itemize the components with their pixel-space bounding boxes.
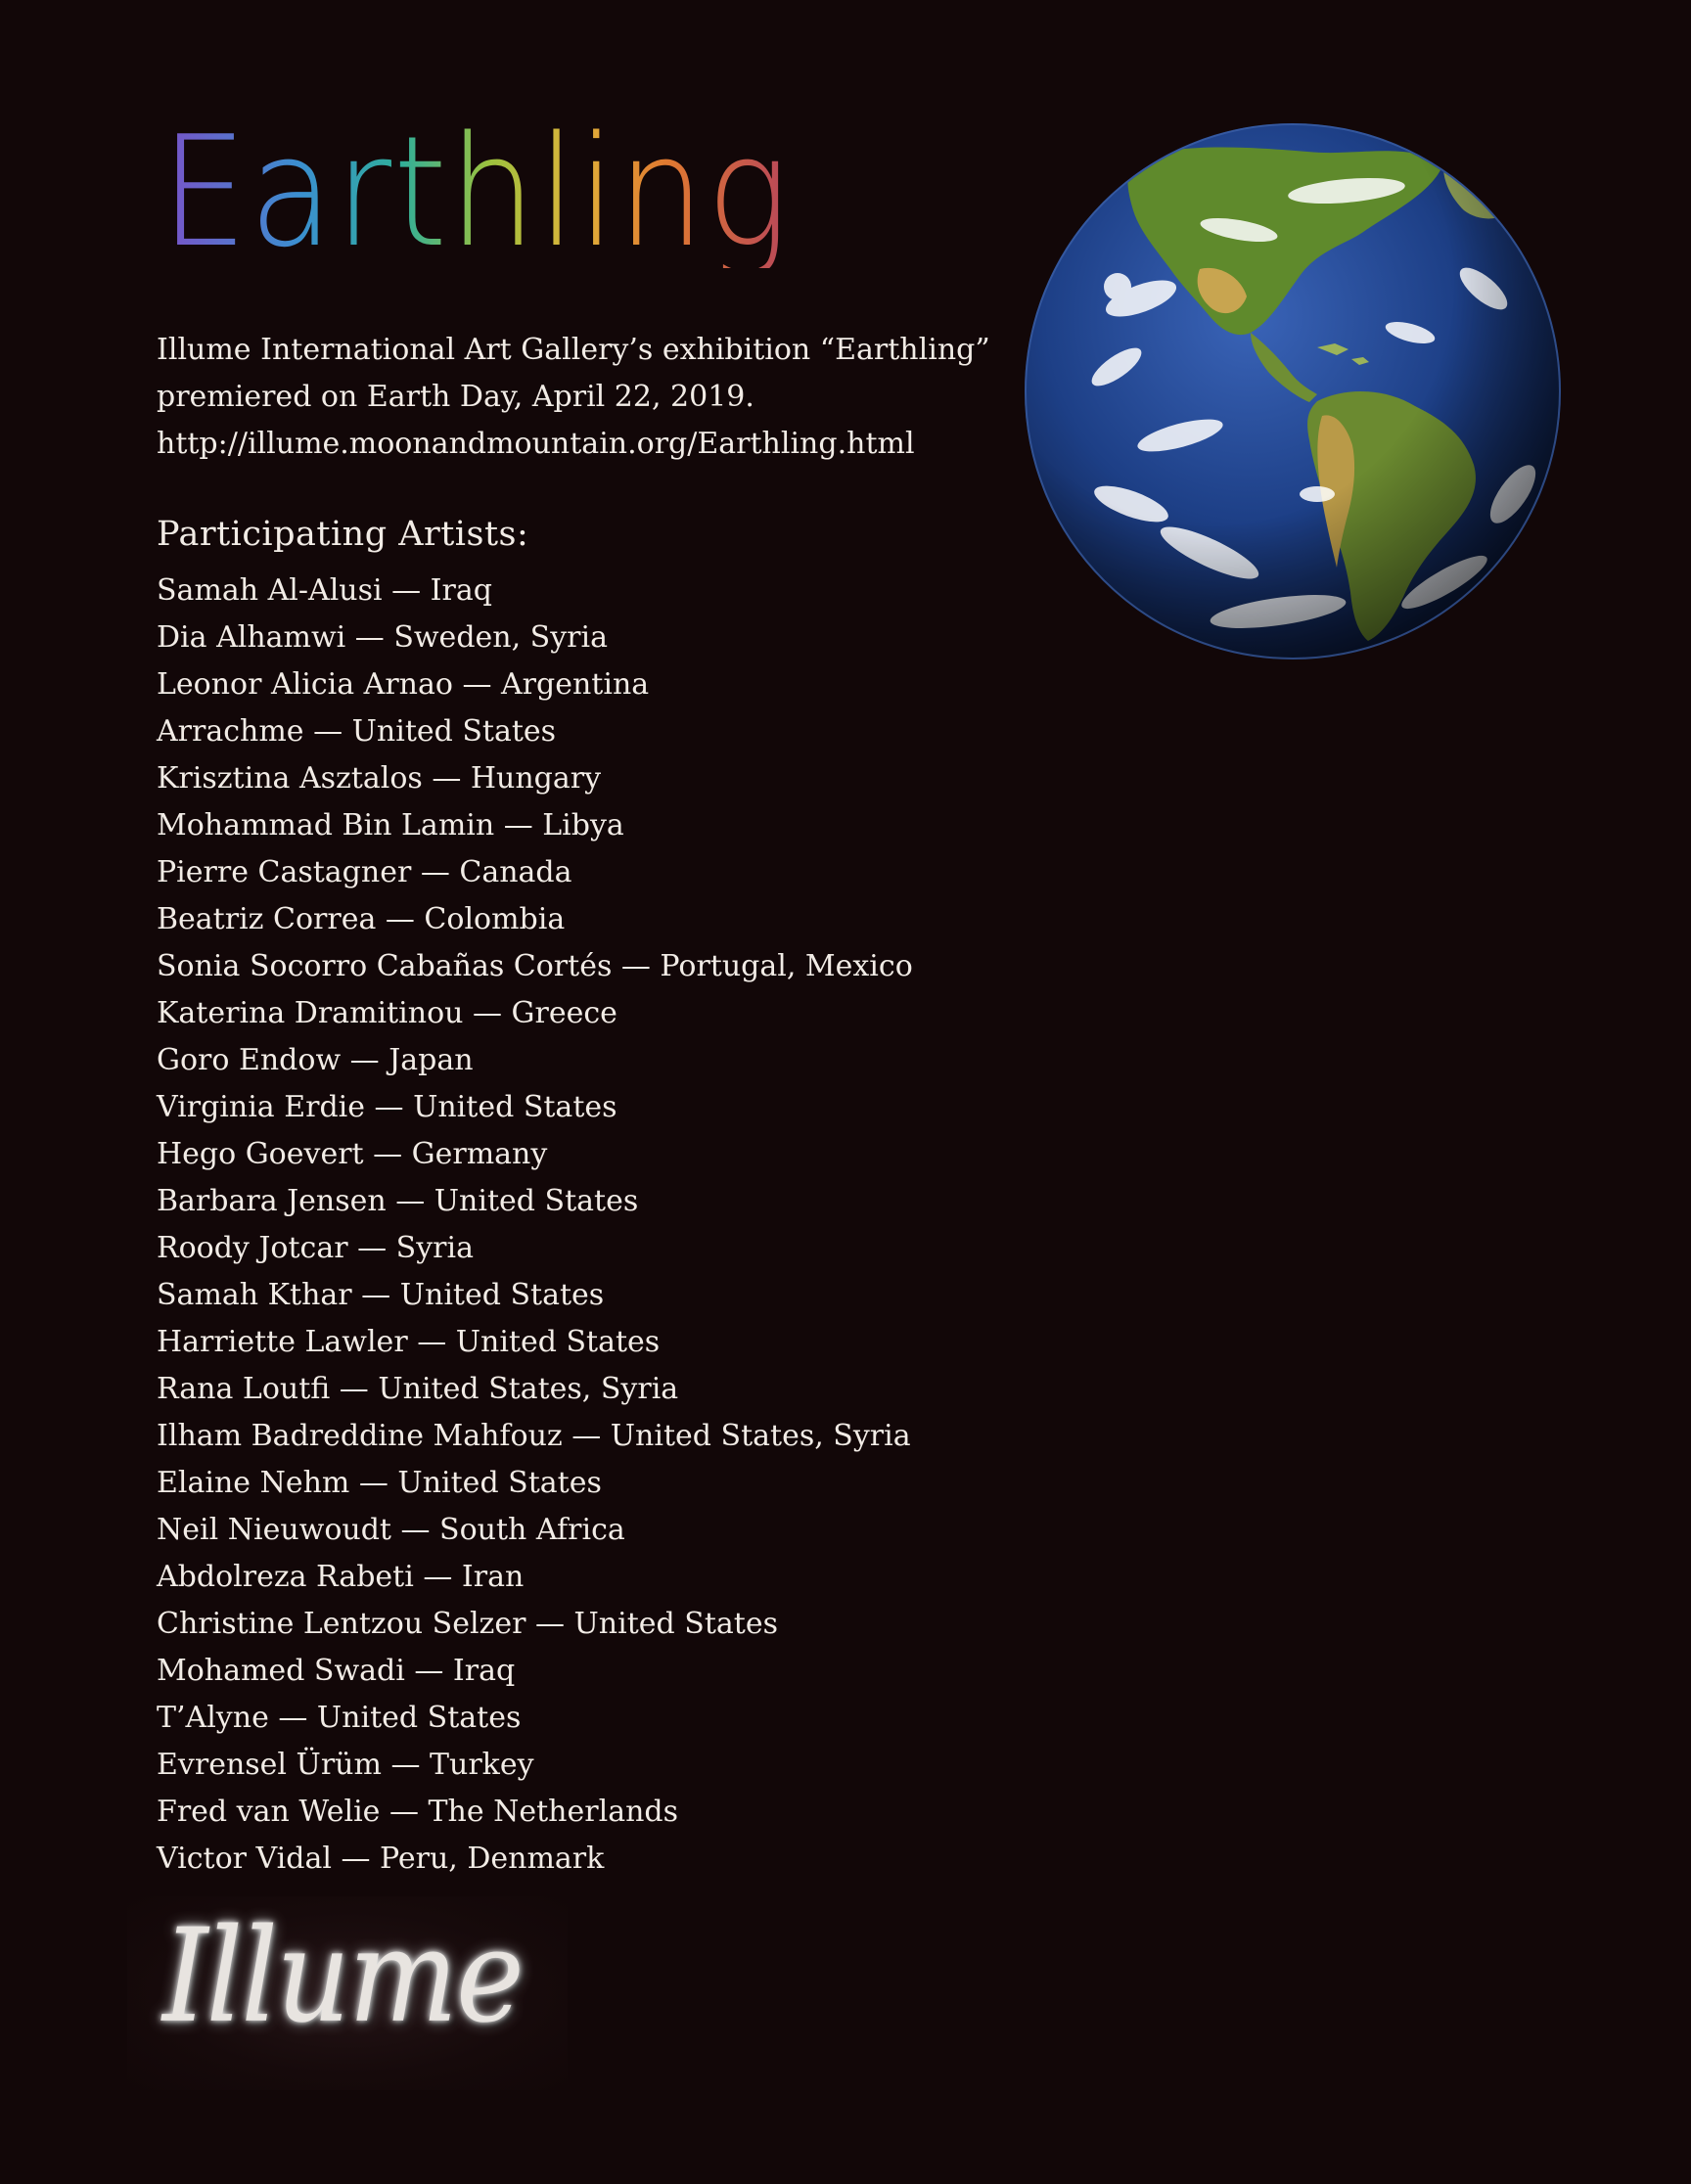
artist-list-item: Mohamed Swadi — Iraq (157, 1654, 516, 1688)
artist-list-item: Neil Nieuwoudt — South Africa (157, 1513, 625, 1547)
artist-list-item: Elaine Nehm — United States (157, 1466, 602, 1500)
artist-list-item: Abdolreza Rabeti — Iran (157, 1560, 525, 1594)
artist-list-item: T’Alyne — United States (157, 1701, 522, 1735)
artist-list-item: Samah Kthar — United States (157, 1278, 605, 1312)
artist-list-item: Barbara Jensen — United States (157, 1184, 639, 1218)
artist-list (157, 568, 913, 1883)
artist-list-item: Virginia Erdie — United States (157, 1090, 617, 1124)
page-title: Earthling (160, 103, 791, 281)
earth-globe-image (1024, 122, 1562, 660)
artist-list-item: Samah Al-Alusi — Iraq (157, 573, 492, 608)
intro-line-exhibition: Illume International Art Gallery’s exhibition “Earthling” (157, 333, 990, 367)
illume-logo (127, 1896, 568, 2090)
exhibition-url: http://illume.moonandmountain.org/Earthling.html (157, 427, 915, 461)
artist-list-item: Goro Endow — Japan (157, 1043, 474, 1077)
title-block (160, 103, 861, 281)
artist-list-item: Ilham Badreddine Mahfouz — United States, Syria (157, 1419, 911, 1453)
artist-list-item: Krisztina Asztalos — Hungary (157, 761, 602, 796)
artist-list-item: Arrachme — United States (157, 714, 557, 749)
artist-list-item: Christine Lentzou Selzer — United States (157, 1607, 778, 1641)
artist-list-item: Sonia Socorro Cabañas Cortés — Portugal, Mexico (157, 949, 913, 983)
artist-list-item: Harriette Lawler — United States (157, 1325, 661, 1359)
artist-list-item: Mohammad Bin Lamin — Libya (157, 808, 624, 842)
artist-list-item: Evrensel Ürüm — Turkey (157, 1748, 534, 1782)
artist-list-item: Roody Jotcar — Syria (157, 1231, 474, 1265)
illume-logo-text: Illume (162, 1899, 523, 2052)
artist-list-item: Hego Goevert — Germany (157, 1137, 548, 1171)
artist-list-item: Beatriz Correa — Colombia (157, 902, 566, 936)
artist-list-item: Leonor Alicia Arnao — Argentina (157, 667, 650, 702)
artist-list-item: Fred van Welie — The Netherlands (157, 1795, 678, 1829)
intro-line-date: premiered on Earth Day, April 22, 2019. (157, 380, 754, 414)
artist-list-item: Rana Loutfi — United States, Syria (157, 1372, 679, 1406)
artist-list-item: Pierre Castagner — Canada (157, 855, 572, 889)
artists-heading: Participating Artists: (157, 515, 529, 554)
artist-list-item: Victor Vidal — Peru, Denmark (157, 1842, 605, 1876)
intro-text (157, 327, 998, 468)
artist-list-item: Dia Alhamwi — Sweden, Syria (157, 620, 608, 655)
artist-list-item: Katerina Dramitinou — Greece (157, 996, 617, 1030)
